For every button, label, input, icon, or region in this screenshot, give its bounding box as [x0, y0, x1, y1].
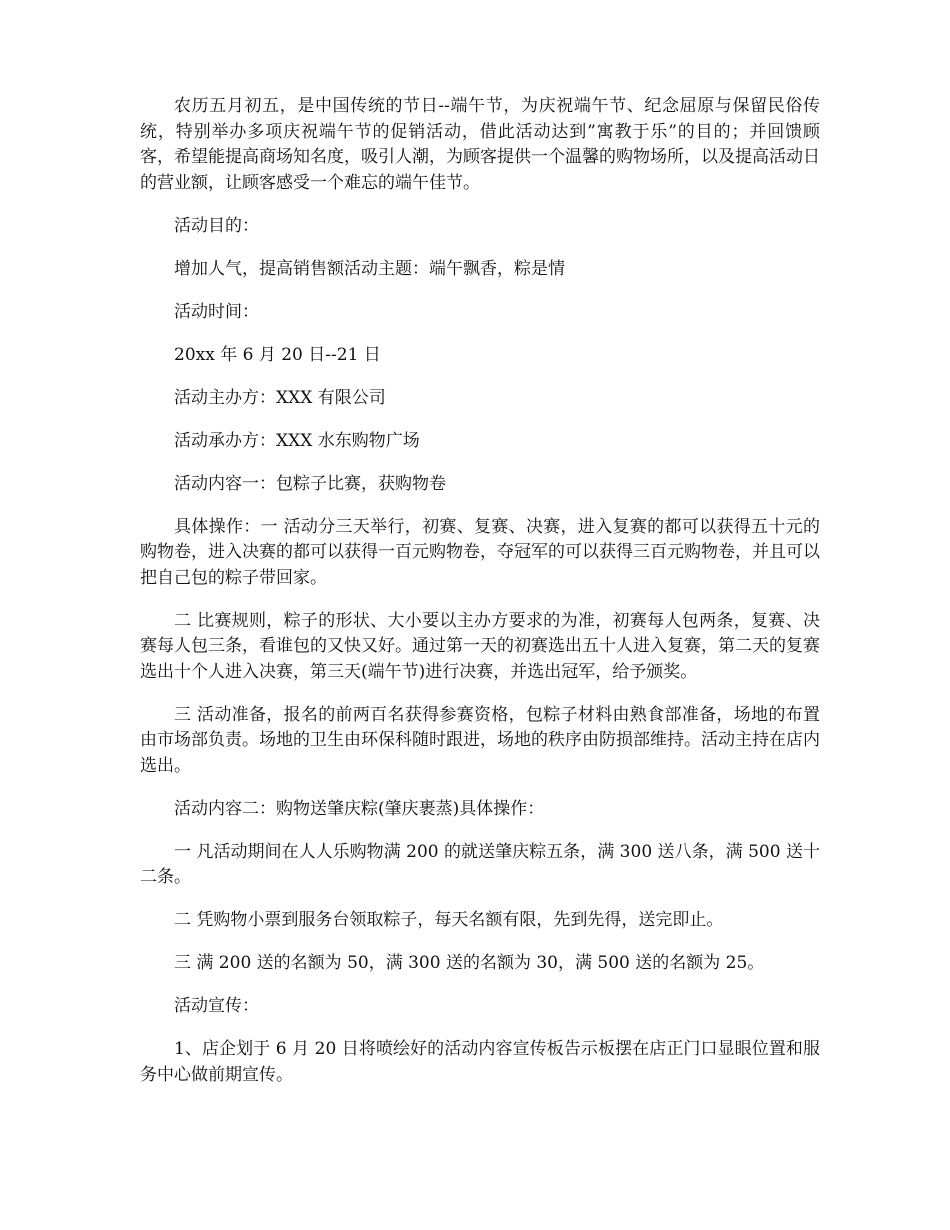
paragraph-purpose-theme: 增加人气，提高销售额活动主题：端午飘香，粽是情 [174, 258, 565, 279]
paragraph-activity-two-step-1: 一 凡活动期间在人人乐购物满 200 的就送肇庆粽五条，满 300 送八条，满 500 送十二条。 [140, 841, 820, 887]
heading-promotion: 活动宣传： [174, 996, 259, 1016]
paragraph-activity-one-step-2: 二 比赛规则，粽子的形状、大小要以主办方要求的为准，初赛每人包两条，复赛、决赛每人包三条，看谁包的又快又好。通过第一天的初赛选出五十人进入复赛，第二天的复赛选出十个人进入决赛，第三天(端午节)进行决赛，并选出冠军，给予颁奖。 [140, 610, 820, 682]
document-body [140, 94, 820, 1106]
paragraph-activity-two-step-3: 三 满 200 送的名额为 50，满 300 送的名额为 30，满 500 送的名额为 25。 [174, 953, 765, 973]
heading-activity-one: 活动内容一：包粽子比赛，获购物卷 [174, 473, 446, 494]
paragraph-activity-one-step-3: 三 活动准备，报名的前两百名获得参赛资格，包粽子材料由熟食部准备，场地的布置由市场部负责。场地的卫生由环保科随时跟进，场地的秩序由防损部维持。活动主持在店内选出。 [140, 704, 820, 776]
paragraph-promotion-1: 1、店企划于 6 月 20 日将喷绘好的活动内容宣传板告示板摆在店正门口显眼位置和服务中心做前期宣传。 [140, 1039, 820, 1085]
paragraph-host: 活动承办方：XXX 水东购物广场 [174, 430, 420, 451]
heading-activity-time: 活动时间： [174, 301, 259, 322]
heading-activity-two: 活动内容二：购物送肇庆粽(肇庆裹蒸)具体操作： [174, 798, 545, 819]
paragraph-activity-one-step-1: 具体操作：一 活动分三天举行，初赛、复赛、决赛，进入复赛的都可以获得五十元的购物卷，进入决赛的都可以获得一百元购物卷，夺冠军的可以获得三百元购物卷，并且可以把自己包的粽子带回家。 [140, 516, 820, 588]
paragraph-activity-two-step-2: 二 凭购物小票到服务台领取粽子，每天名额有限，先到先得，送完即止。 [174, 910, 724, 930]
paragraph-intro: 农历五月初五，是中国传统的节日--端午节，为庆祝端午节、纪念屈原与保留民俗传统，特别举办多项庆祝端午节的促销活动，借此活动达到”寓教于乐”的目的；并回馈顾客，希望能提高商场知名度，吸引人潮，为顾客提供一个温馨的购物场所，以及提高活动日的营业额，让顾客感受一个难忘的端午佳节。 [140, 96, 820, 193]
paragraph-organizer: 活动主办方：XXX 有限公司 [174, 387, 386, 408]
paragraph-date: 20xx 年 6 月 20 日--21 日 [174, 344, 381, 365]
heading-activity-purpose: 活动目的： [174, 215, 259, 236]
